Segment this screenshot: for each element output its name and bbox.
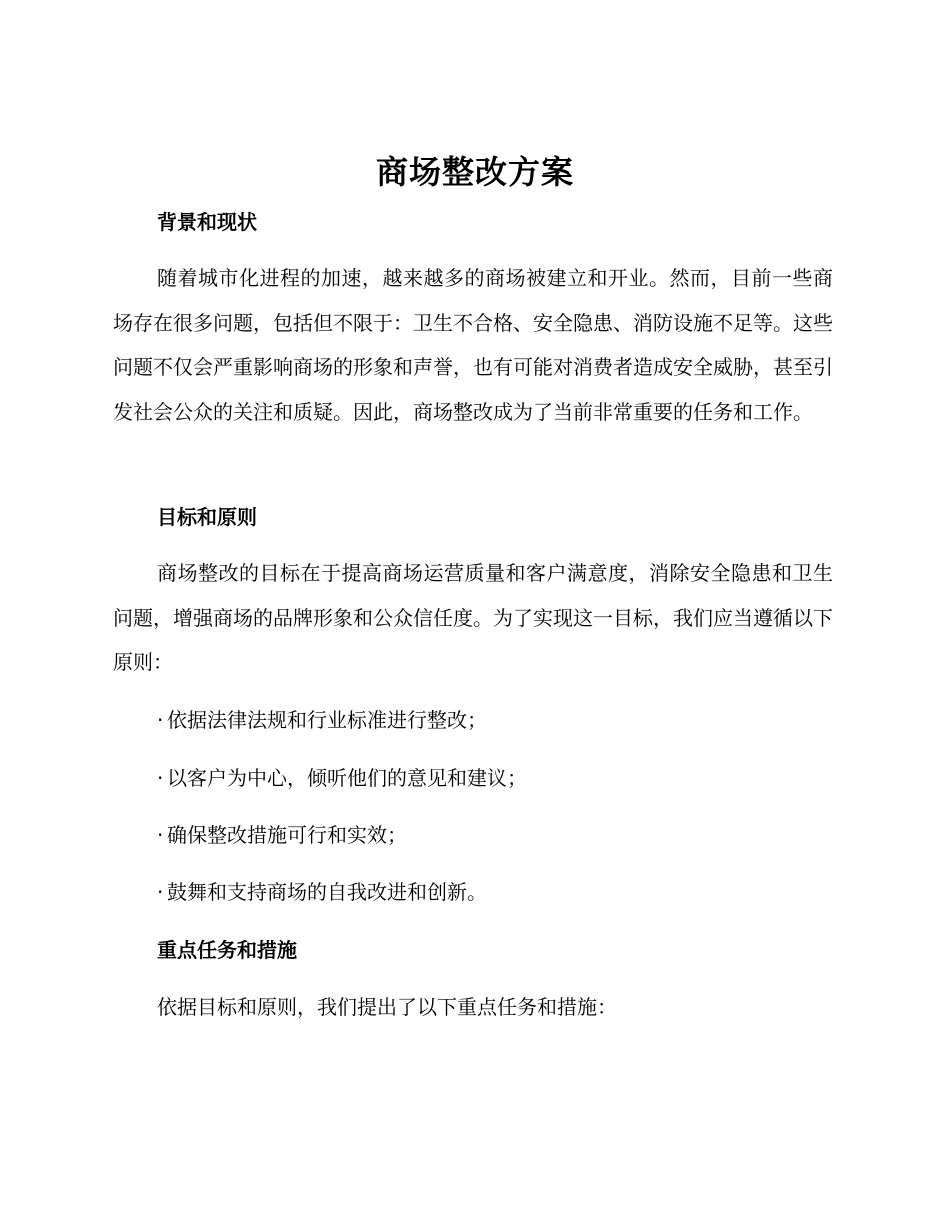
principle-item	[157, 821, 407, 849]
paragraph-goals: 商场整改的目标在于提高商场运营质量和客户满意度，消除安全隐患和卫生问题，增强商场的品牌形象和公众信任度。为了实现这一目标，我们应当遵循以下原则：	[113, 561, 833, 674]
principle-item	[157, 706, 487, 734]
bullet-marker: ·	[157, 823, 164, 847]
section-heading-background: 背景和现状	[157, 210, 257, 234]
bullet-marker: ·	[157, 708, 164, 732]
section-heading-tasks: 重点任务和措施	[157, 938, 297, 962]
principle-text: 鼓舞和支持商场的自我改进和创新。	[167, 880, 487, 904]
section-heading-goals: 目标和原则	[157, 505, 257, 529]
principle-text: 依据法律法规和行业标准进行整改；	[167, 708, 487, 732]
paragraph-background: 随着城市化进程的加速，越来越多的商场被建立和开业。然而，目前一些商场存在很多问题，包括但不限于：卫生不合格、安全隐患、消防设施不足等。这些问题不仅会严重影响商场的形象和声誉，也有可能对消费者造成安全威胁，甚至引发社会公众的关注和质疑。因此，商场整改成为了当前非常重要的任务和工作。	[113, 266, 833, 424]
bullet-marker: ·	[157, 880, 164, 904]
document-title: 商场整改方案	[375, 153, 574, 191]
principle-item	[157, 878, 487, 906]
principle-text: 以客户为中心，倾听他们的意见和建议；	[167, 766, 527, 790]
principle-item	[157, 764, 527, 792]
paragraph-tasks: 依据目标和原则，我们提出了以下重点任务和措施：	[157, 995, 617, 1019]
principle-text: 确保整改措施可行和实效；	[167, 823, 407, 847]
bullet-marker: ·	[157, 766, 164, 790]
